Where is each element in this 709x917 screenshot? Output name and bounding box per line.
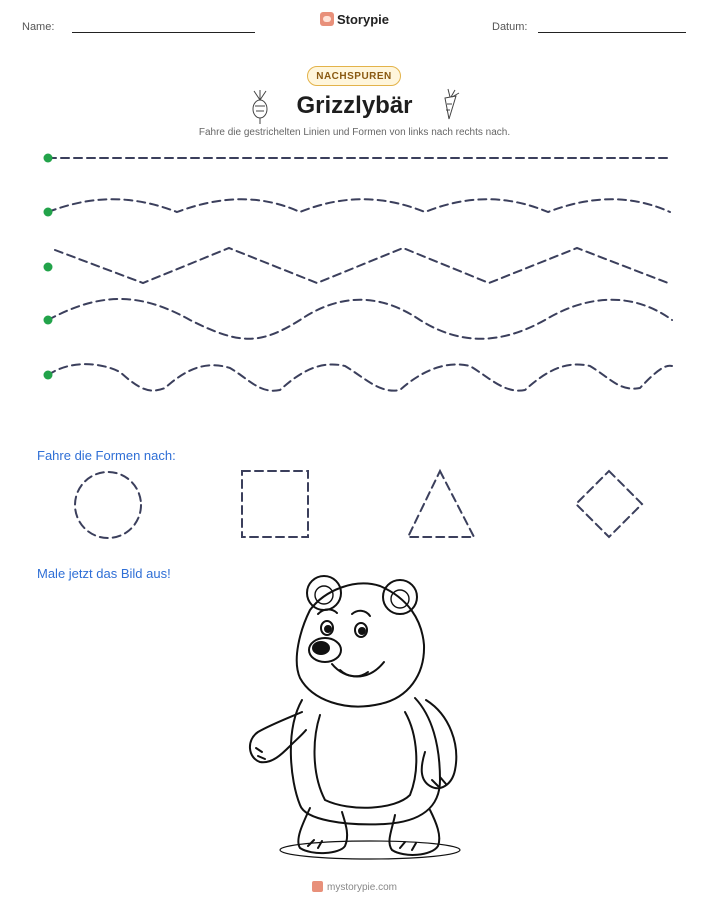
- trace-diamond-shape[interactable]: [576, 471, 642, 537]
- start-dot[interactable]: [44, 316, 53, 325]
- shapes-section-label: Fahre die Formen nach:: [37, 448, 176, 463]
- tracing-line-wave[interactable]: [48, 299, 672, 339]
- start-dot[interactable]: [44, 154, 53, 163]
- start-dot[interactable]: [44, 263, 53, 272]
- radish-icon: [253, 90, 267, 124]
- coloring-section-label: Male jetzt das Bild aus!: [37, 566, 171, 581]
- brand-name: Storypie: [336, 12, 389, 27]
- name-label: Name:: [22, 21, 55, 33]
- instructions: Fahre die gestrichelten Linien und Formen von links nach rechts nach.: [198, 127, 511, 138]
- start-dot[interactable]: [44, 208, 53, 217]
- carrot-icon: [445, 89, 459, 119]
- date-label: Datum:: [492, 21, 528, 33]
- trace-triangle-shape[interactable]: [408, 471, 474, 537]
- page-title: Grizzlybär: [296, 92, 413, 119]
- category-badge: NACHSPUREN: [307, 66, 401, 86]
- tracing-line-loop-wave[interactable]: [48, 364, 672, 391]
- footer-site[interactable]: mystorypie.com: [326, 882, 397, 893]
- trace-square-shape[interactable]: [242, 471, 308, 537]
- storypie-logo-icon: [312, 881, 323, 892]
- footer: [0, 881, 709, 893]
- tracing-line-gentle-wave[interactable]: [48, 199, 670, 212]
- start-dot[interactable]: [44, 371, 53, 380]
- bear-coloring-illustration[interactable]: [250, 576, 460, 859]
- trace-circle-shape[interactable]: [75, 472, 141, 538]
- tracing-line-zigzag[interactable]: [55, 248, 668, 283]
